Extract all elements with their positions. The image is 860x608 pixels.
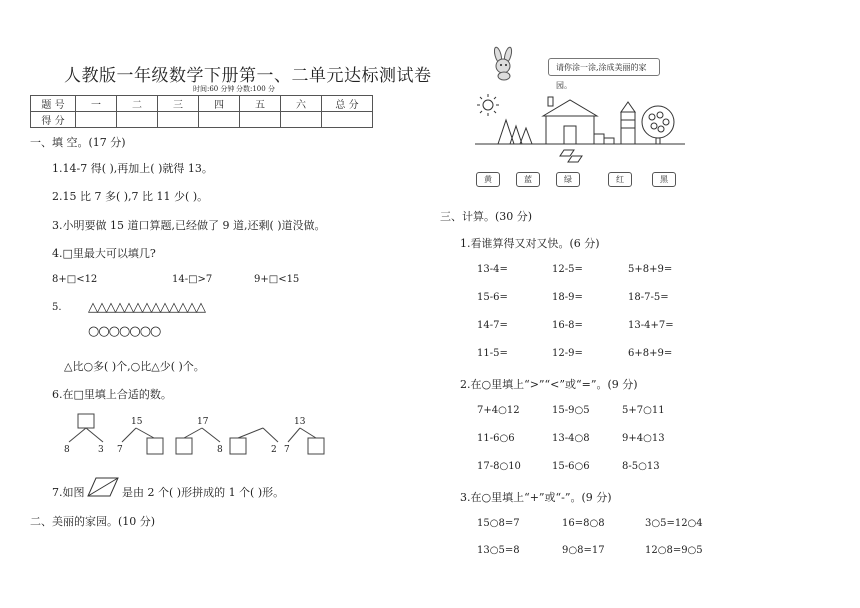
calc-item: 16-8= bbox=[552, 320, 583, 331]
compare-item: 13-4○8 bbox=[552, 433, 590, 444]
color-label-yellow: 黄 bbox=[476, 172, 500, 187]
q6-number: 2 bbox=[271, 445, 277, 455]
calc-item: 11-5= bbox=[477, 348, 508, 359]
exam-time: 时间:60 分钟 bbox=[193, 85, 235, 93]
score-input-cell[interactable] bbox=[117, 112, 158, 128]
q6-number: 15 bbox=[131, 417, 143, 427]
q6-number: 17 bbox=[197, 417, 209, 427]
calc-item: 14-7= bbox=[477, 320, 508, 331]
roof-shape[interactable] bbox=[543, 100, 597, 116]
q6-number: 3 bbox=[98, 445, 104, 455]
score-row-label: 得 分 bbox=[31, 112, 76, 128]
q5-triangles: △△△△△△△△△△△△△ bbox=[88, 300, 205, 315]
score-table-header-row bbox=[31, 96, 373, 112]
path-shape[interactable] bbox=[560, 150, 574, 156]
house-wall-shape[interactable] bbox=[546, 116, 594, 144]
compare-item: 11-6○6 bbox=[477, 433, 515, 444]
section3-sub3: 3.在○里填上“+”或“-”。(9 分) bbox=[460, 491, 612, 504]
score-input-cell[interactable] bbox=[322, 112, 373, 128]
q4-item: 14-□>7 bbox=[172, 274, 213, 285]
section2-heading: 二、美丽的家园。(10 分) bbox=[30, 515, 156, 528]
question-7-text: 是由 2 个( )形拼成的 1 个( )形。 bbox=[122, 486, 285, 499]
section3-sub1: 1.看谁算得又对又快。(6 分) bbox=[460, 237, 600, 250]
score-input-cell[interactable] bbox=[76, 112, 117, 128]
q6-number: 13 bbox=[294, 417, 306, 427]
color-label-black: 黑 bbox=[652, 172, 676, 187]
calc-item: 18-7-5= bbox=[628, 292, 669, 303]
q6-answer-box[interactable] bbox=[230, 438, 246, 454]
question-7-label: 7.如图 bbox=[52, 486, 85, 499]
sun-rays-icon bbox=[477, 94, 499, 116]
calc-item: 18-9= bbox=[552, 292, 583, 303]
operator-item: 16=8○8 bbox=[562, 518, 605, 529]
rectangle-shape[interactable] bbox=[604, 138, 614, 144]
score-header-cell: 四 bbox=[199, 96, 240, 112]
question-5-text: △比○多( )个,○比△少( )个。 bbox=[64, 360, 205, 373]
chimney-shape[interactable] bbox=[548, 97, 553, 106]
q5-circles: ○○○○○○○ bbox=[88, 324, 161, 339]
triangle-shape[interactable] bbox=[510, 126, 522, 144]
rabbit-icon bbox=[486, 46, 522, 82]
calc-item: 12-5= bbox=[552, 264, 583, 275]
parallelogram-figure bbox=[86, 476, 120, 498]
q6-number: 7 bbox=[117, 445, 123, 455]
score-input-cell[interactable] bbox=[281, 112, 322, 128]
score-table-score-row bbox=[31, 112, 373, 128]
score-table bbox=[30, 95, 373, 128]
path-shape[interactable] bbox=[568, 156, 582, 162]
compare-item: 5+7○11 bbox=[622, 405, 665, 416]
operator-item: 3○5=12○4 bbox=[645, 518, 703, 529]
q6-number: 8 bbox=[217, 445, 223, 455]
calc-item: 13-4+7= bbox=[628, 320, 674, 331]
q4-item: 9+□<15 bbox=[254, 274, 300, 285]
square-shape[interactable] bbox=[594, 134, 604, 144]
score-input-cell[interactable] bbox=[199, 112, 240, 128]
q6-answer-box[interactable] bbox=[308, 438, 324, 454]
calc-item: 13-4= bbox=[477, 264, 508, 275]
operator-item: 13○5=8 bbox=[477, 545, 520, 556]
score-input-cell[interactable] bbox=[158, 112, 199, 128]
score-input-cell[interactable] bbox=[240, 112, 281, 128]
score-header-cell: 一 bbox=[76, 96, 117, 112]
score-header-cell: 三 bbox=[158, 96, 199, 112]
tower-roof-shape[interactable] bbox=[621, 102, 635, 112]
calc-item: 12-9= bbox=[552, 348, 583, 359]
color-label-green: 绿 bbox=[556, 172, 580, 187]
tree-trunk-shape[interactable] bbox=[656, 138, 660, 144]
score-header-cell: 五 bbox=[240, 96, 281, 112]
exam-total-score: 分数:100 分 bbox=[236, 85, 275, 93]
calc-item: 5+8+9= bbox=[628, 264, 673, 275]
question-1: 1.14-7 得( ),再加上( )就得 13。 bbox=[52, 162, 213, 175]
calc-item: 6+8+9= bbox=[628, 348, 673, 359]
triangle-shape[interactable] bbox=[520, 128, 532, 144]
score-header-cell: 总 分 bbox=[322, 96, 373, 112]
instruction-banner: 请你涂一涂,涂成美丽的家园。 bbox=[548, 58, 660, 76]
sun-shape[interactable] bbox=[483, 100, 493, 110]
q6-number: 8 bbox=[64, 445, 70, 455]
question-6: 6.在□里填上合适的数。 bbox=[52, 388, 172, 401]
section3-heading: 三、计算。(30 分) bbox=[440, 210, 533, 223]
door-shape[interactable] bbox=[564, 126, 576, 144]
section3-sub2: 2.在○里填上“>”“<”或“=”。(9 分) bbox=[460, 378, 638, 391]
score-header-cell: 题 号 bbox=[31, 96, 76, 112]
q6-answer-box[interactable] bbox=[147, 438, 163, 454]
section1-heading: 一、填 空。(17 分) bbox=[30, 136, 126, 149]
question-4: 4.□里最大可以填几? bbox=[52, 247, 156, 260]
color-label-red: 红 bbox=[608, 172, 632, 187]
question-3: 3.小明要做 15 道口算题,已经做了 9 道,还剩( )道没做。 bbox=[52, 219, 326, 232]
q6-answer-box[interactable] bbox=[176, 438, 192, 454]
page-title: 人教版一年级数学下册第一、二单元达标测试卷 bbox=[64, 66, 432, 86]
question-5-label: 5. bbox=[52, 302, 62, 313]
operator-item: 12○8=9○5 bbox=[645, 545, 703, 556]
q6-answer-box[interactable] bbox=[78, 414, 94, 428]
question-2: 2.15 比 7 多( ),7 比 11 少( )。 bbox=[52, 190, 209, 203]
q6-decomposition-diagram bbox=[58, 410, 348, 460]
compare-item: 15-6○6 bbox=[552, 461, 590, 472]
compare-item: 8-5○13 bbox=[622, 461, 660, 472]
q4-item: 8+□<12 bbox=[52, 274, 98, 285]
q6-number: 7 bbox=[284, 445, 290, 455]
calc-item: 15-6= bbox=[477, 292, 508, 303]
compare-item: 7+4○12 bbox=[477, 405, 520, 416]
operator-item: 15○8=7 bbox=[477, 518, 520, 529]
compare-item: 17-8○10 bbox=[477, 461, 521, 472]
score-header-cell: 二 bbox=[117, 96, 158, 112]
operator-item: 9○8=17 bbox=[562, 545, 605, 556]
score-header-cell: 六 bbox=[281, 96, 322, 112]
color-label-blue: 蓝 bbox=[516, 172, 540, 187]
compare-item: 9+4○13 bbox=[622, 433, 665, 444]
compare-item: 15-9○5 bbox=[552, 405, 590, 416]
